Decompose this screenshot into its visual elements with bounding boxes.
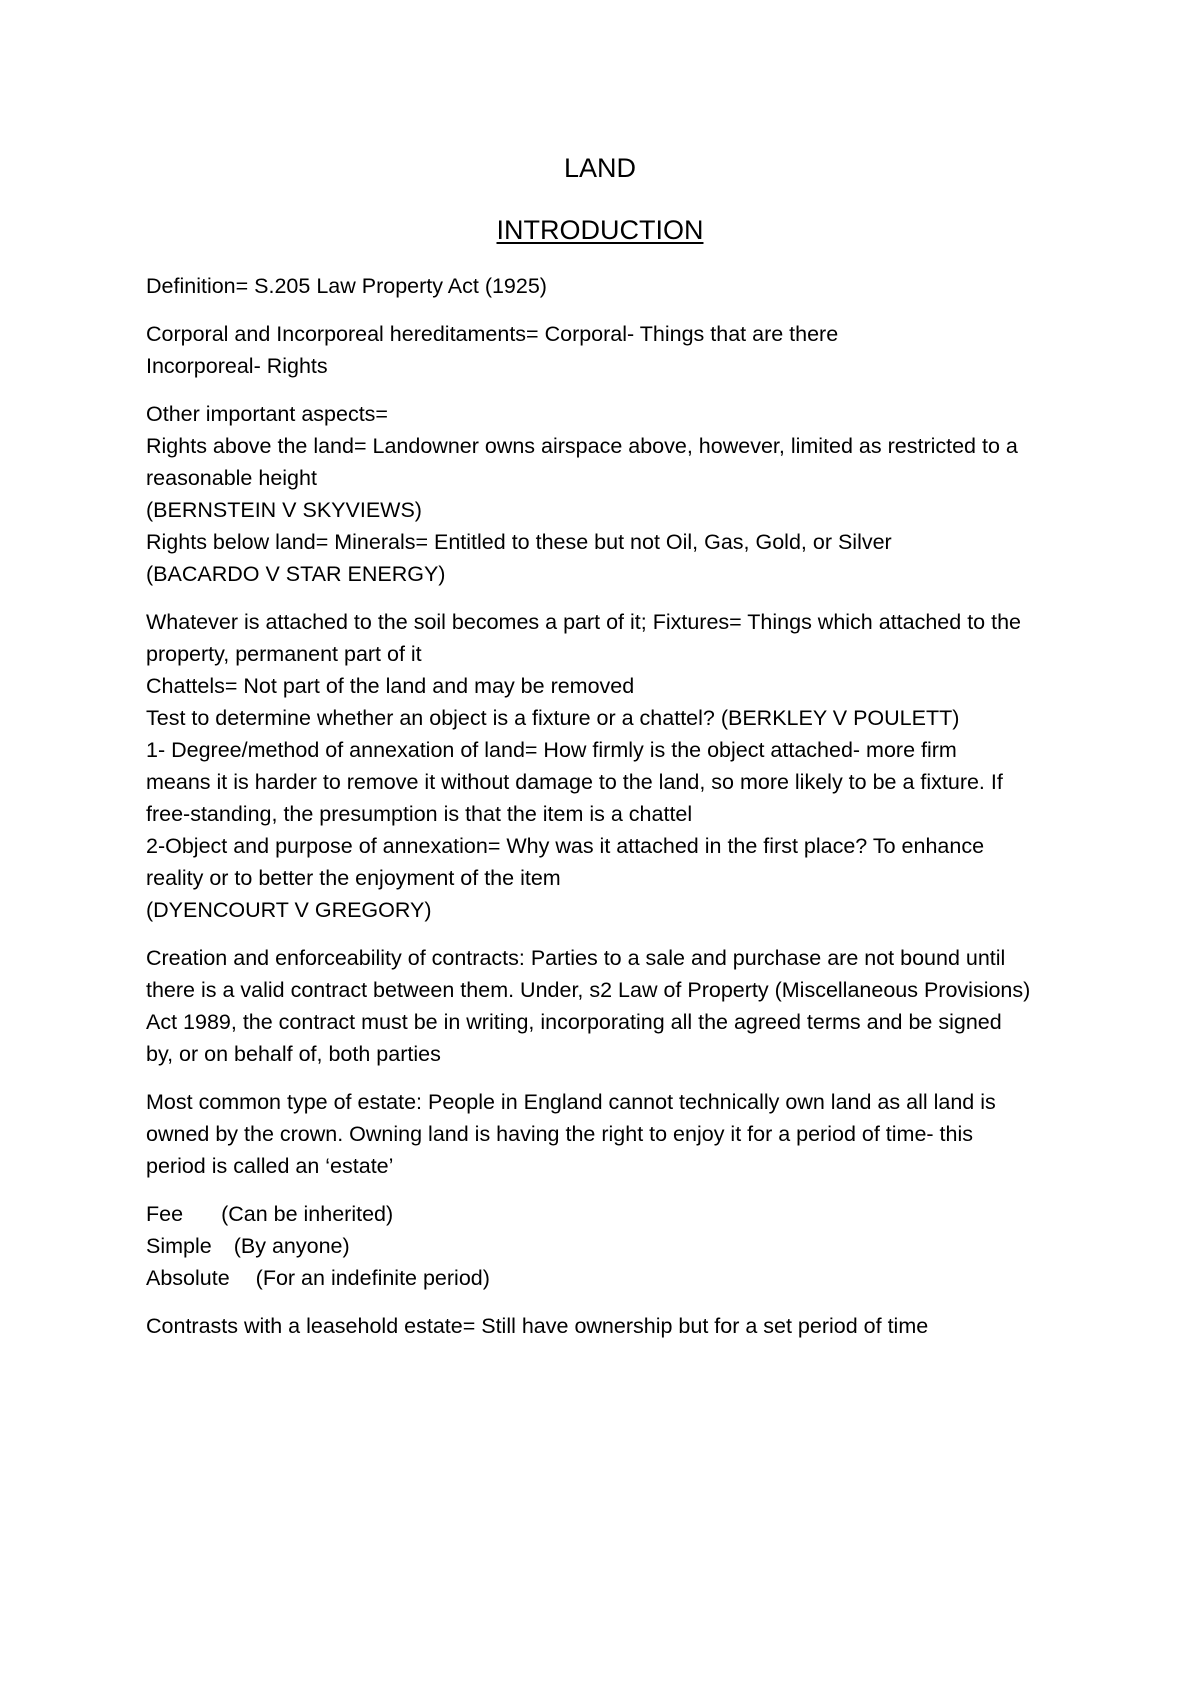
text-line: means it is harder to remove it without damage to the land, so more likely to be a fixture. If bbox=[146, 770, 1003, 794]
text-line: reasonable height bbox=[146, 466, 317, 490]
text-line: Most common type of estate: People in England cannot technically own land as all land is bbox=[146, 1090, 996, 1114]
fee-meaning: (By anyone) bbox=[233, 1234, 350, 1258]
paragraph-hereditaments bbox=[146, 318, 1066, 382]
text-line: Other important aspects= bbox=[146, 402, 388, 426]
text-line: Chattels= Not part of the land and may be removed bbox=[146, 674, 635, 698]
text-line: free-standing, the presumption is that the item is a chattel bbox=[146, 802, 693, 826]
text-line: Creation and enforceability of contracts: Parties to a sale and purchase are not bound until bbox=[146, 946, 1006, 970]
paragraph-contracts bbox=[146, 942, 1066, 1070]
fee-simple-row bbox=[146, 1262, 1066, 1294]
paragraph-estate bbox=[146, 1086, 1066, 1182]
fee-meaning: (Can be inherited) bbox=[221, 1202, 394, 1226]
case-citation: (BACARDO V STAR ENERGY) bbox=[146, 562, 446, 586]
text-line: 2-Object and purpose of annexation= Why was it attached in the first place? To enhance bbox=[146, 834, 985, 858]
text-line: Incorporeal- Rights bbox=[146, 354, 328, 378]
fee-simple-row bbox=[146, 1230, 1066, 1262]
fee-simple-row bbox=[146, 1198, 1066, 1230]
case-citation: (DYENCOURT V GREGORY) bbox=[146, 898, 432, 922]
text-line: period is called an ‘estate’ bbox=[146, 1154, 394, 1178]
paragraph-leasehold bbox=[146, 1310, 1066, 1342]
fee-term: Absolute bbox=[146, 1266, 230, 1290]
text-line: Contrasts with a leasehold estate= Still have ownership but for a set period of time bbox=[146, 1314, 929, 1338]
text-line: Corporal and Incorporeal hereditaments= Corporal- Things that are there bbox=[146, 322, 839, 346]
text-line: Test to determine whether an object is a fixture or a chattel? (BERKLEY V POULETT) bbox=[146, 706, 960, 730]
fee-meaning: (For an indefinite period) bbox=[255, 1266, 490, 1290]
document-body bbox=[146, 270, 1066, 1358]
page-title: LAND bbox=[563, 153, 637, 183]
text-line: 1- Degree/method of annexation of land= How firmly is the object attached- more firm bbox=[146, 738, 957, 762]
text-line: by, or on behalf of, both parties bbox=[146, 1042, 441, 1066]
text-line: owned by the crown. Owning land is having the right to enjoy it for a period of time- this bbox=[146, 1122, 973, 1146]
fee-term: Fee bbox=[146, 1202, 184, 1226]
text-line: property, permanent part of it bbox=[146, 642, 422, 666]
paragraph-other-aspects bbox=[146, 398, 1066, 590]
section-heading: INTRODUCTION bbox=[496, 215, 704, 245]
paragraph-fixtures bbox=[146, 606, 1066, 926]
case-citation: (BERNSTEIN V SKYVIEWS) bbox=[146, 498, 422, 522]
text-line: Definition= S.205 Law Property Act (1925) bbox=[146, 274, 547, 298]
text-line: reality or to better the enjoyment of the item bbox=[146, 866, 561, 890]
fee-simple-absolute-list bbox=[146, 1198, 1066, 1294]
text-line: Whatever is attached to the soil becomes a part of it; Fixtures= Things which attached to the bbox=[146, 610, 1021, 634]
fee-term: Simple bbox=[146, 1234, 212, 1258]
text-line: Rights above the land= Landowner owns airspace above, however, limited as restricted to a bbox=[146, 434, 1018, 458]
text-line: Act 1989, the contract must be in writing, incorporating all the agreed terms and be signed bbox=[146, 1010, 1002, 1034]
text-line: there is a valid contract between them. Under, s2 Law of Property (Miscellaneous Provisions) bbox=[146, 978, 1031, 1002]
text-line: Rights below land= Minerals= Entitled to these but not Oil, Gas, Gold, or Silver bbox=[146, 530, 892, 554]
paragraph-definition bbox=[146, 270, 1066, 302]
